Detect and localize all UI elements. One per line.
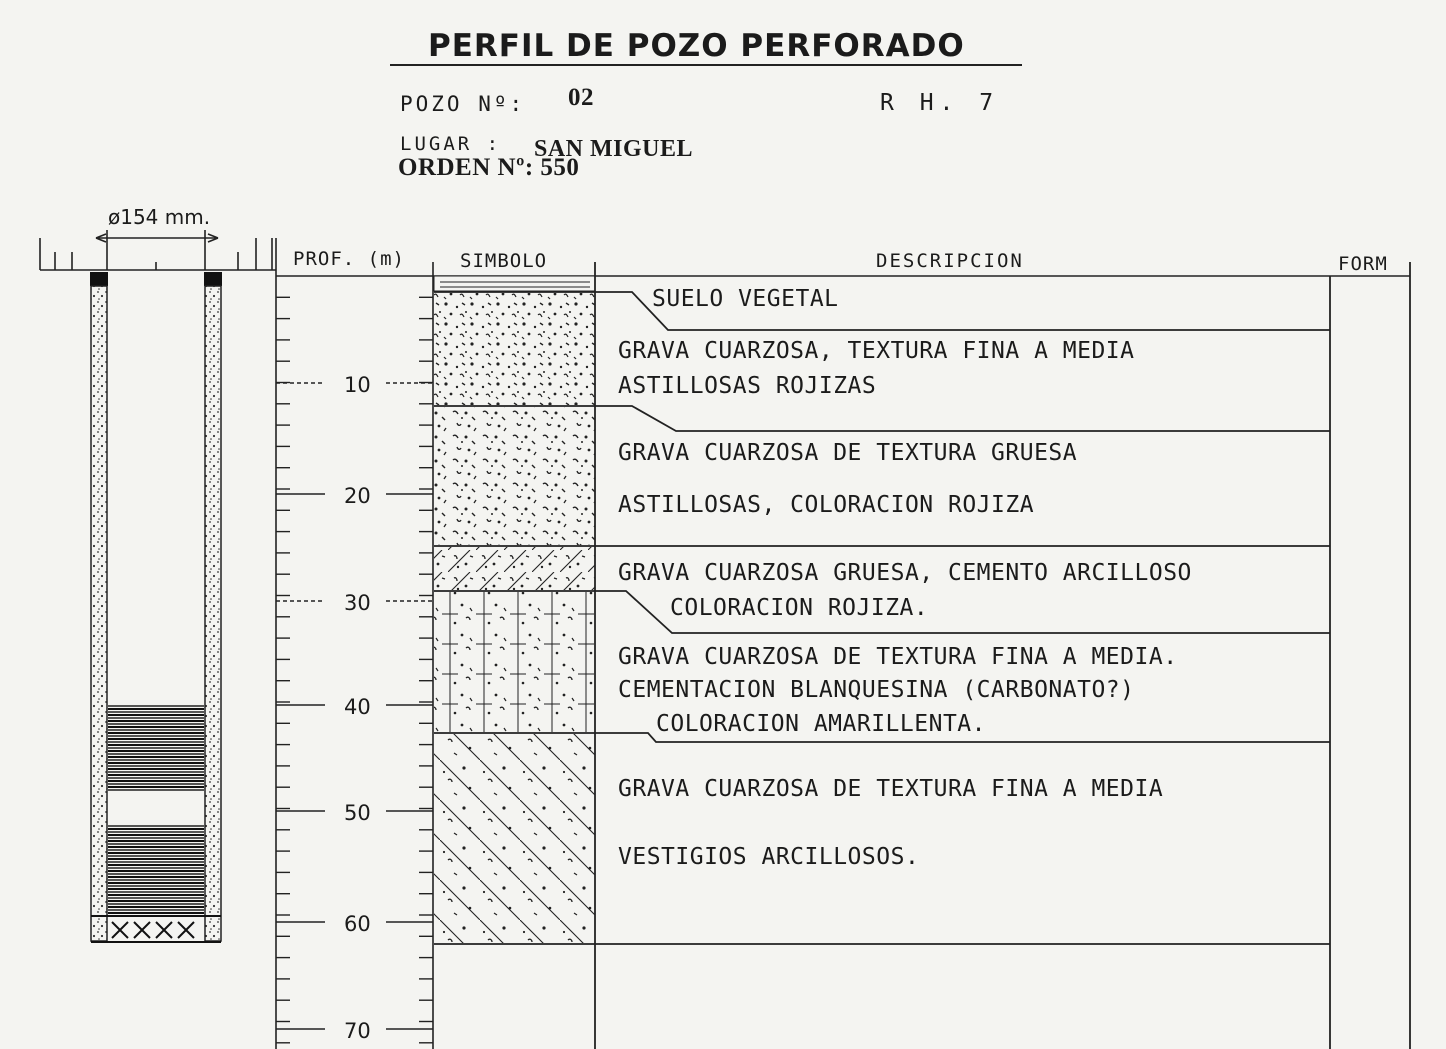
lugar-value: SAN MIGUEL (534, 136, 694, 162)
depth-label-30: 30 (344, 591, 371, 615)
depth-label-70: 70 (344, 1019, 371, 1043)
layer-6-line-1: GRAVA CUARZOSA DE TEXTURA FINA A MEDIA (618, 776, 1164, 802)
depth-label-60: 60 (344, 912, 371, 936)
page-title: PERFIL DE POZO PERFORADO (428, 28, 965, 64)
layer-3-line-1: GRAVA CUARZOSA DE TEXTURA GRUESA (618, 440, 1078, 466)
layer-2-line-2: ASTILLOSAS ROJIZAS (618, 373, 877, 399)
layer-4-line-2: COLORACION ROJIZA. (670, 595, 929, 621)
depth-label-10: 10 (344, 373, 371, 397)
header-form: FORM (1338, 253, 1388, 275)
orden-number: ORDEN Nº: 550 (398, 154, 580, 181)
layer-2-line-1: GRAVA CUARZOSA, TEXTURA FINA A MEDIA (618, 338, 1135, 364)
layer-4-line-1: GRAVA CUARZOSA GRUESA, CEMENTO ARCILLOSO (618, 560, 1192, 586)
pozo-label: POZO Nº: (400, 92, 526, 116)
layer-3-line-2: ASTILLOSAS, COLORACION ROJIZA (618, 492, 1035, 518)
header-descripcion: DESCRIPCION (876, 250, 1024, 272)
pozo-value: 02 (568, 84, 594, 111)
layer-1-line-1: SUELO VEGETAL (652, 286, 839, 312)
layer-5-line-3: COLORACION AMARILLENTA. (656, 711, 986, 737)
lugar-label: LUGAR : (400, 133, 502, 155)
depth-label-20: 20 (344, 484, 371, 508)
depth-label-40: 40 (344, 695, 371, 719)
header-prof: PROF. (m) (293, 248, 405, 270)
rh-code: R H. 7 (880, 90, 1000, 116)
depth-label-50: 50 (344, 801, 371, 825)
layer-6-line-2: VESTIGIOS ARCILLOSOS. (618, 844, 920, 870)
header-simbolo: SIMBOLO (460, 250, 548, 272)
layer-5-line-2: CEMENTACION BLANQUESINA (CARBONATO?) (618, 677, 1135, 703)
casing-diameter: ø154 mm. (108, 205, 211, 229)
layer-5-line-1: GRAVA CUARZOSA DE TEXTURA FINA A MEDIA. (618, 644, 1178, 670)
